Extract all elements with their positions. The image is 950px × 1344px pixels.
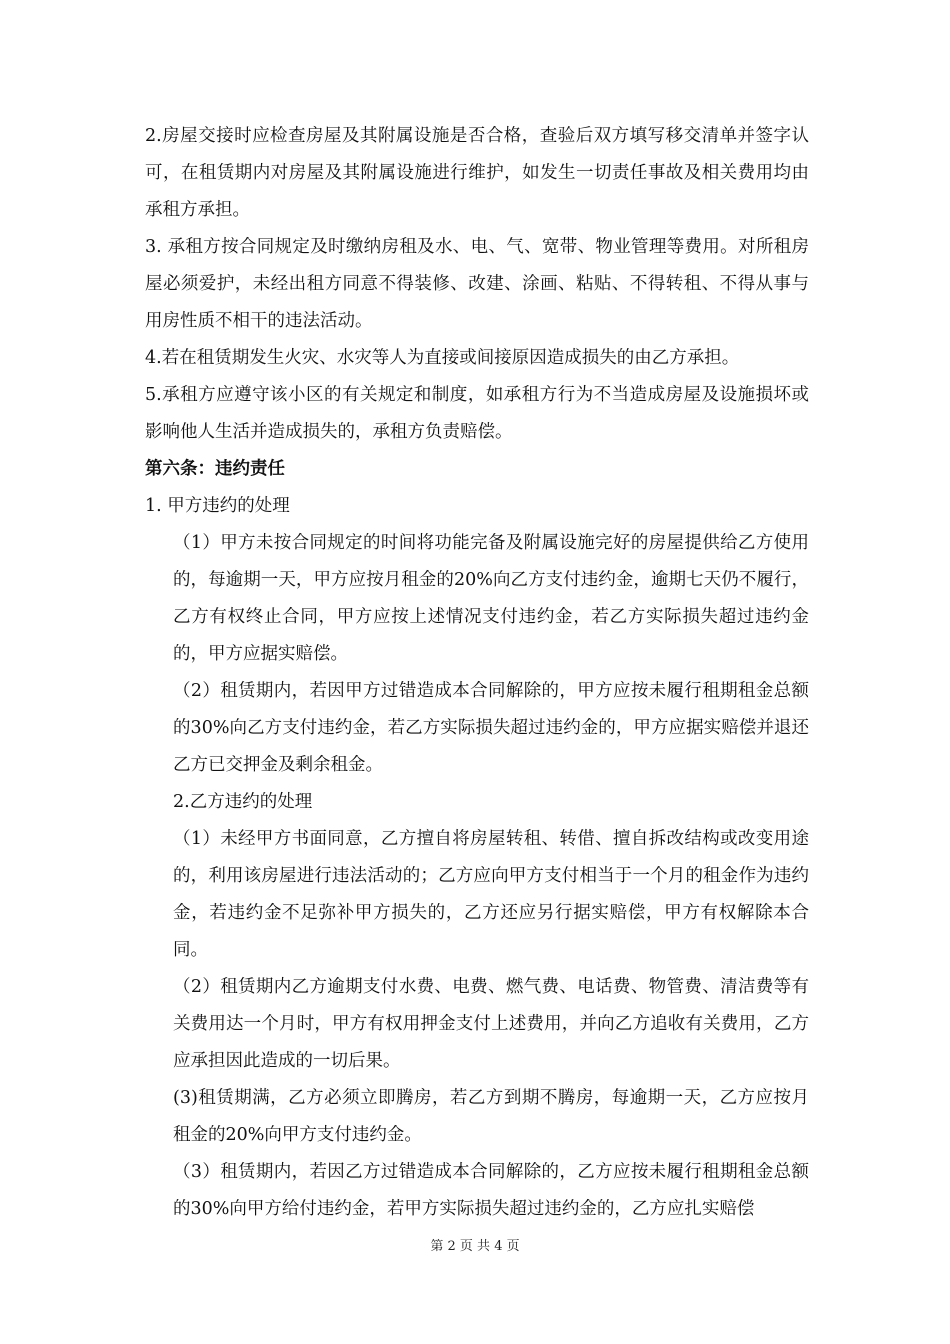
clause-paragraph-2: 2.房屋交接时应检查房屋及其附属设施是否合格，查验后双方填写移交清单并签字认可，在租赁期内对房屋及其附属设施进行维护，如发生一切责任事故及相关费用均由承租方承担。	[145, 126, 809, 220]
clause-paragraph-5: 5.承租方应遵守该小区的有关规定和制度，如承租方行为不当造成房屋及设施损坏或影响他人生活并造成损失的，承租方负责赔偿。	[145, 385, 809, 442]
document-body	[145, 118, 809, 1228]
party-a-item-1: （1）甲方未按合同规定的时间将功能完备及附属设施完好的房屋提供给乙方使用的，每逾期一天，甲方应按月租金的20%向乙方支付违约金，逾期七天仍不履行，乙方有权终止合同，甲方应按上述情况支付违约金，若乙方实际损失超过违约金的，甲方应据实赔偿。	[173, 533, 809, 664]
party-b-title: 2.乙方违约的处理	[173, 792, 313, 812]
party-b-item-3: (3)租赁期满，乙方必须立即腾房，若乙方到期不腾房，每逾期一天，乙方应按月租金的20%向甲方支付违约金。	[173, 1088, 809, 1145]
party-b-item-2: （2）租赁期内乙方逾期支付水费、电费、燃气费、电话费、物管费、清洁费等有关费用达一个月时，甲方有权用押金支付上述费用，并向乙方追收有关费用，乙方应承担因此造成的一切后果。	[173, 977, 809, 1071]
clause-paragraph-4: 4.若在租赁期发生火灾、水灾等人为直接或间接原因造成损失的由乙方承担。	[145, 348, 740, 368]
party-a-title: 1. 甲方违约的处理	[145, 496, 290, 516]
page-footer: 第 2 页 共 4 页	[430, 1239, 520, 1254]
party-b-item-4: （3）租赁期内，若因乙方过错造成本合同解除的，乙方应按未履行租期租金总额的30%向甲方给付违约金，若甲方实际损失超过违约金的，乙方应扎实赔偿	[173, 1162, 809, 1219]
section-heading: 第六条：违约责任	[145, 459, 285, 479]
clause-paragraph-3: 3. 承租方按合同规定及时缴纳房租及水、电、气、宽带、物业管理等费用。对所租房屋必须爱护，未经出租方同意不得装修、改建、涂画、粘贴、不得转租、不得从事与用房性质不相干的违法活动。	[145, 237, 809, 331]
party-b-item-1: （1）未经甲方书面同意，乙方擅自将房屋转租、转借、擅自拆改结构或改变用途的，利用该房屋进行违法活动的；乙方应向甲方支付相当于一个月的租金作为违约金，若违约金不足弥补甲方损失的，乙方还应另行据实赔偿，甲方有权解除本合同。	[173, 829, 809, 960]
party-a-item-2: （2）租赁期内，若因甲方过错造成本合同解除的，甲方应按未履行租期租金总额的30%向乙方支付违约金，若乙方实际损失超过违约金的，甲方应据实赔偿并退还乙方已交押金及剩余租金。	[173, 681, 809, 775]
